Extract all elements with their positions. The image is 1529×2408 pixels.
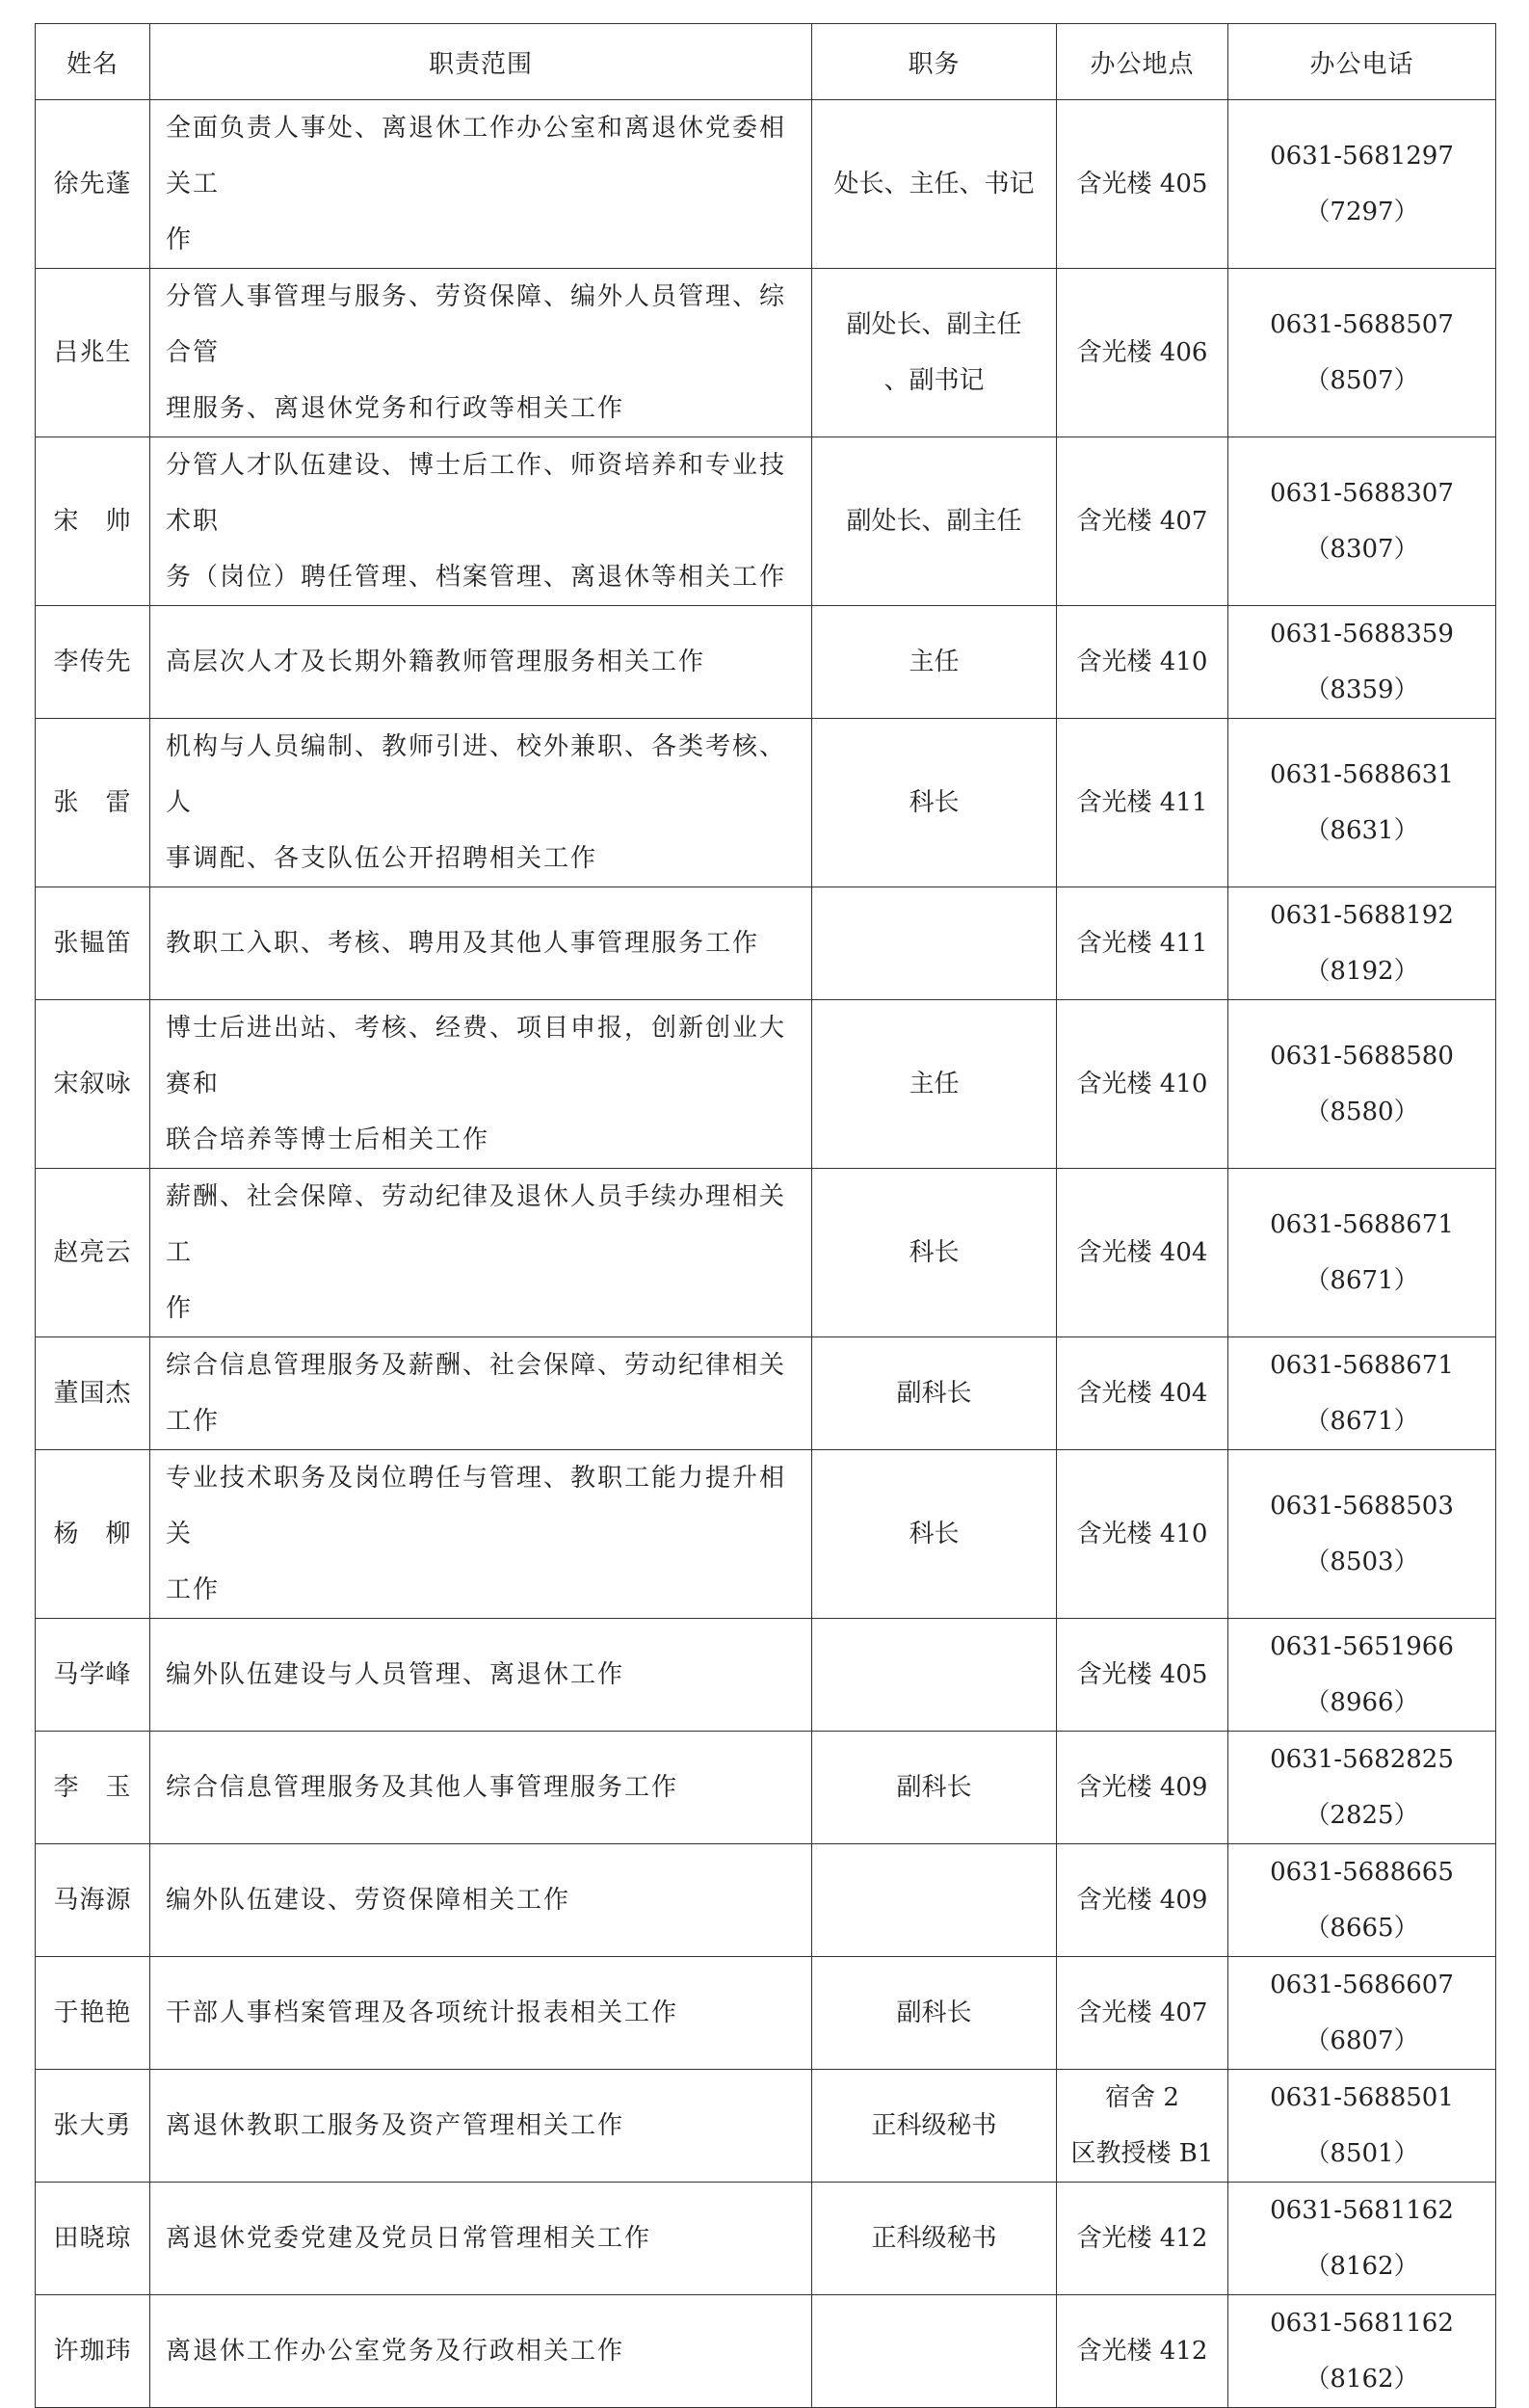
cell-office: 含光楼 404 <box>1057 1169 1228 1337</box>
table-row <box>36 269 1496 437</box>
cell-phone <box>1228 1000 1496 1169</box>
cell-duty: 博士后进出站、考核、经费、项目申报，创新创业大赛和 联合培养等博士后相关工作 <box>150 1000 812 1169</box>
phone-number: 0631-5688507 <box>1270 310 1454 339</box>
table-row <box>36 2295 1496 2408</box>
cell-name: 张韫笛 <box>36 887 150 1000</box>
cell-duty: 分管人事管理与服务、劳资保障、编外人员管理、综合管 理服务、离退休党务和行政等相关工作 <box>150 269 812 437</box>
cell-duty: 离退休党委党建及党员日常管理相关工作 <box>150 2183 812 2295</box>
cell-office: 含光楼 405 <box>1057 1619 1228 1732</box>
phone-extension: （8631） <box>1305 816 1419 845</box>
phone-extension: （8307） <box>1305 535 1419 564</box>
cell-office: 含光楼 410 <box>1057 1000 1228 1169</box>
header-role: 职务 <box>812 24 1057 100</box>
cell-phone <box>1228 2070 1496 2183</box>
cell-duty: 干部人事档案管理及各项统计报表相关工作 <box>150 1957 812 2070</box>
cell-role: 科长 <box>812 1450 1057 1619</box>
phone-number: 0631-5681162 <box>1270 2196 1454 2225</box>
cell-duty: 高层次人才及长期外籍教师管理服务相关工作 <box>150 606 812 719</box>
cell-office: 含光楼 411 <box>1057 887 1228 1000</box>
cell-duty: 分管人才队伍建设、博士后工作、师资培养和专业技术职 务（岗位）聘任管理、档案管理、离退休等相关工作 <box>150 437 812 606</box>
cell-role <box>812 1619 1057 1732</box>
cell-office: 含光楼 409 <box>1057 1844 1228 1957</box>
cell-phone <box>1228 1619 1496 1732</box>
cell-duty: 全面负责人事处、离退休工作办公室和离退休党委相关工 作 <box>150 100 812 269</box>
phone-number: 0631-5688192 <box>1270 901 1454 930</box>
table-row <box>36 100 1496 269</box>
cell-name: 赵亮云 <box>36 1169 150 1337</box>
table-row <box>36 1000 1496 1169</box>
cell-role: 副处长、副主任 <box>812 437 1057 606</box>
cell-phone <box>1228 1732 1496 1844</box>
phone-extension: （8671） <box>1305 1407 1419 1436</box>
cell-duty: 机构与人员编制、教师引进、校外兼职、各类考核、人 事调配、各支队伍公开招聘相关工作 <box>150 719 812 887</box>
header-office: 办公地点 <box>1057 24 1228 100</box>
cell-name: 宋叙咏 <box>36 1000 150 1169</box>
cell-role <box>812 1844 1057 1957</box>
phone-extension: （8671） <box>1305 1266 1419 1295</box>
table-row <box>36 1619 1496 1732</box>
cell-phone <box>1228 606 1496 719</box>
phone-number: 0631-5681297 <box>1270 142 1454 171</box>
cell-office: 宿舍 2 区教授楼 B1 <box>1057 2070 1228 2183</box>
phone-extension: （8580） <box>1305 1098 1419 1126</box>
cell-office: 含光楼 410 <box>1057 1450 1228 1619</box>
cell-phone <box>1228 100 1496 269</box>
cell-office: 含光楼 406 <box>1057 269 1228 437</box>
cell-role: 副科长 <box>812 1732 1057 1844</box>
table-row <box>36 1732 1496 1844</box>
cell-name: 许珈玮 <box>36 2295 150 2408</box>
cell-phone <box>1228 437 1496 606</box>
cell-name: 张 雷 <box>36 719 150 887</box>
phone-extension: （8162） <box>1305 2252 1419 2281</box>
phone-number: 0631-5688671 <box>1270 1351 1454 1380</box>
cell-name: 吕兆生 <box>36 269 150 437</box>
phone-number: 0631-5651966 <box>1270 1632 1454 1661</box>
cell-phone <box>1228 719 1496 887</box>
cell-office: 含光楼 409 <box>1057 1732 1228 1844</box>
header-phone: 办公电话 <box>1228 24 1496 100</box>
cell-office: 含光楼 407 <box>1057 1957 1228 2070</box>
table-row <box>36 1337 1496 1450</box>
phone-number: 0631-5688665 <box>1270 1858 1454 1887</box>
phone-number: 0631-5688580 <box>1270 1042 1454 1071</box>
cell-role <box>812 2295 1057 2408</box>
phone-extension: （8665） <box>1305 1914 1419 1943</box>
phone-extension: （8501） <box>1305 2139 1419 2168</box>
phone-extension: （8162） <box>1305 2365 1419 2394</box>
cell-office: 含光楼 412 <box>1057 2295 1228 2408</box>
table-header-row <box>36 24 1496 100</box>
cell-name: 于艳艳 <box>36 1957 150 2070</box>
phone-extension: （8503） <box>1305 1548 1419 1576</box>
cell-name: 田晓琼 <box>36 2183 150 2295</box>
phone-number: 0631-5688307 <box>1270 479 1454 508</box>
phone-number: 0631-5688503 <box>1270 1492 1454 1521</box>
table-row <box>36 887 1496 1000</box>
cell-name: 董国杰 <box>36 1337 150 1450</box>
table-row <box>36 1844 1496 1957</box>
cell-office: 含光楼 404 <box>1057 1337 1228 1450</box>
cell-phone <box>1228 269 1496 437</box>
cell-name: 张大勇 <box>36 2070 150 2183</box>
table-row <box>36 606 1496 719</box>
cell-phone <box>1228 887 1496 1000</box>
cell-duty: 离退休工作办公室党务及行政相关工作 <box>150 2295 812 2408</box>
cell-duty: 离退休教职工服务及资产管理相关工作 <box>150 2070 812 2183</box>
cell-role: 科长 <box>812 719 1057 887</box>
cell-name: 徐先蓬 <box>36 100 150 269</box>
cell-duty: 编外队伍建设与人员管理、离退休工作 <box>150 1619 812 1732</box>
phone-extension: （8507） <box>1305 366 1419 395</box>
cell-role: 科长 <box>812 1169 1057 1337</box>
phone-number: 0631-5688359 <box>1270 620 1454 648</box>
phone-number: 0631-5688501 <box>1270 2083 1454 2112</box>
cell-office: 含光楼 411 <box>1057 719 1228 887</box>
staff-directory-table <box>35 23 1496 2408</box>
cell-name: 李 玉 <box>36 1732 150 1844</box>
cell-duty: 教职工入职、考核、聘用及其他人事管理服务工作 <box>150 887 812 1000</box>
cell-name: 马海源 <box>36 1844 150 1957</box>
cell-duty: 薪酬、社会保障、劳动纪律及退休人员手续办理相关工 作 <box>150 1169 812 1337</box>
cell-role: 副科长 <box>812 1337 1057 1450</box>
cell-phone <box>1228 2183 1496 2295</box>
phone-extension: （8359） <box>1305 675 1419 704</box>
phone-number: 0631-5686607 <box>1270 1971 1454 1999</box>
cell-name: 马学峰 <box>36 1619 150 1732</box>
cell-duty: 综合信息管理服务及薪酬、社会保障、劳动纪律相关工作 <box>150 1337 812 1450</box>
cell-role: 副科长 <box>812 1957 1057 2070</box>
cell-name: 杨 柳 <box>36 1450 150 1619</box>
cell-duty: 编外队伍建设、劳资保障相关工作 <box>150 1844 812 1957</box>
cell-role: 副处长、副主任 、副书记 <box>812 269 1057 437</box>
cell-phone <box>1228 1844 1496 1957</box>
table-row <box>36 2070 1496 2183</box>
table-row <box>36 719 1496 887</box>
cell-name: 李传先 <box>36 606 150 719</box>
cell-phone <box>1228 1957 1496 2070</box>
cell-name: 宋 帅 <box>36 437 150 606</box>
cell-duty: 专业技术职务及岗位聘任与管理、教职工能力提升相关 工作 <box>150 1450 812 1619</box>
cell-role: 主任 <box>812 1000 1057 1169</box>
table-row <box>36 1450 1496 1619</box>
cell-office: 含光楼 405 <box>1057 100 1228 269</box>
cell-phone <box>1228 1450 1496 1619</box>
table-row <box>36 1957 1496 2070</box>
table-row <box>36 437 1496 606</box>
header-name: 姓名 <box>36 24 150 100</box>
phone-extension: （8966） <box>1305 1688 1419 1717</box>
cell-role: 正科级秘书 <box>812 2070 1057 2183</box>
cell-role: 正科级秘书 <box>812 2183 1057 2295</box>
phone-number: 0631-5681162 <box>1270 2309 1454 2338</box>
phone-extension: （8192） <box>1305 957 1419 986</box>
phone-number: 0631-5688631 <box>1270 760 1454 789</box>
phone-number: 0631-5682825 <box>1270 1745 1454 1774</box>
cell-duty: 综合信息管理服务及其他人事管理服务工作 <box>150 1732 812 1844</box>
table-row <box>36 1169 1496 1337</box>
phone-extension: （6807） <box>1305 2026 1419 2055</box>
cell-phone <box>1228 2295 1496 2408</box>
phone-number: 0631-5688671 <box>1270 1210 1454 1239</box>
header-duty: 职责范围 <box>150 24 812 100</box>
cell-role <box>812 887 1057 1000</box>
cell-role: 主任 <box>812 606 1057 719</box>
table-row <box>36 2183 1496 2295</box>
phone-extension: （2825） <box>1305 1801 1419 1830</box>
phone-extension: （7297） <box>1305 198 1419 226</box>
cell-phone <box>1228 1169 1496 1337</box>
cell-office: 含光楼 410 <box>1057 606 1228 719</box>
cell-office: 含光楼 412 <box>1057 2183 1228 2295</box>
cell-office: 含光楼 407 <box>1057 437 1228 606</box>
cell-phone <box>1228 1337 1496 1450</box>
cell-role: 处长、主任、书记 <box>812 100 1057 269</box>
